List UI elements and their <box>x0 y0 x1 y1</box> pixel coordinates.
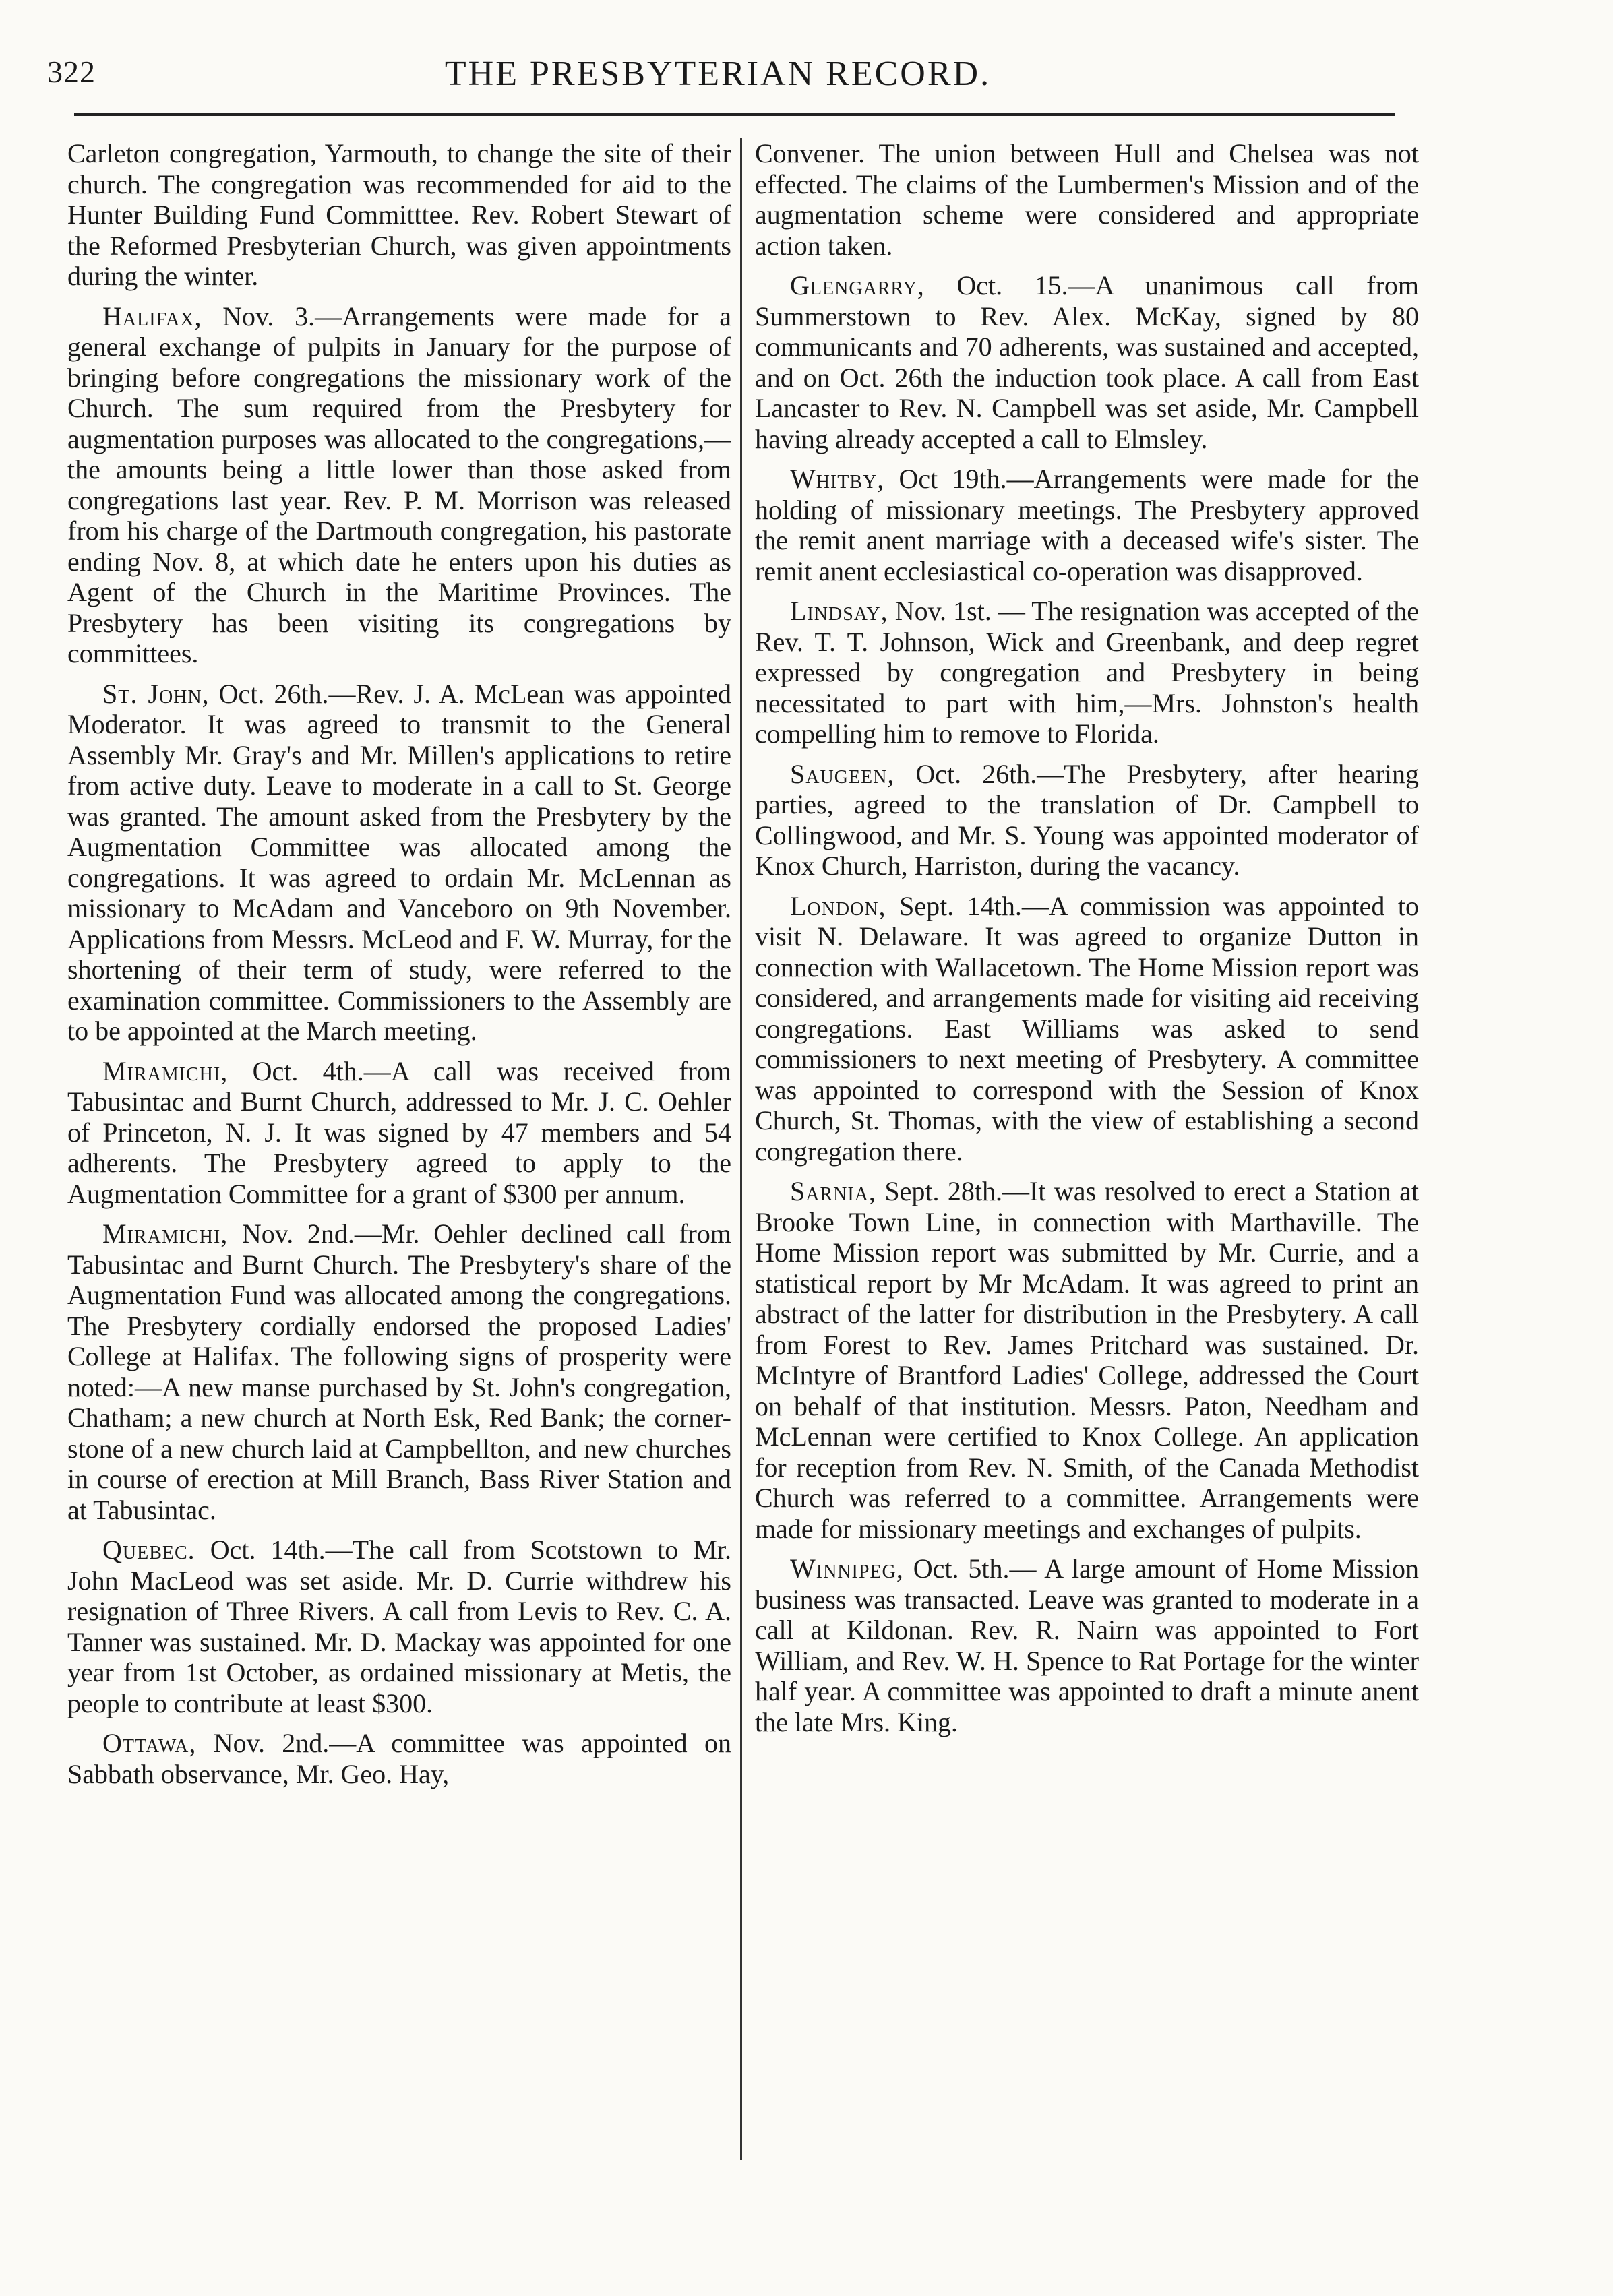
report-text: Oct. 26th.—Rev. J. A. McLean was appointed Moderator. It was agreed to transmit to the General Assembly Mr. Gray's and Mr. Millen's applications to retire from active duty. Leave to moderate in a call to St. George was granted. The amount asked from the Presbytery by the Augmentation Committee was allocated among the congregations. It was agreed to ordain Mr. McLennan as missionary to McAdam and Vanceboro on 9th November. Applications from Messrs. McLeod and F. W. Murray, for the shortening of their term of study, were referred to the examination committee. Commissioners to the Assembly are to be appointed at the March meeting. <box>67 678 731 1046</box>
right-column <box>755 138 1419 2214</box>
presbytery-report <box>67 1728 731 1789</box>
presbytery-name: Saugeen, <box>790 758 895 789</box>
report-text: Oct 19th.—Arrangements were made for the holding of missionary meetings. The Presbytery approved the remit anent marriage with a deceased wife's sister. The remit anent ecclesiastical co-operation was disapproved. <box>755 464 1419 586</box>
running-title: THE PRESBYTERIAN RECORD. <box>444 55 992 93</box>
presbytery-report <box>67 1218 731 1525</box>
page-header <box>47 47 1389 115</box>
presbytery-report <box>67 679 731 1047</box>
left-column <box>67 138 731 2214</box>
presbytery-name: Whitby, <box>790 464 885 494</box>
report-text: Convener. The union between Hull and Chelsea was not effected. The claims of the Lumbermen's Mission and of the augmentation scheme were considered and appropriate action taken. <box>755 138 1419 261</box>
report-text: Nov. 2nd.—A committee was appointed on Sabbath observance, Mr. Geo. Hay, <box>67 1728 731 1789</box>
presbytery-name: Quebec. <box>102 1534 195 1565</box>
report-text: Oct. 4th.—A call was received from Tabusintac and Burnt Church, addressed to Mr. J. C. Oehler of Princeton, N. J. It was signed by 47 members and 54 adherents. The Presbytery agreed to apply to the Augmentation Committee for a grant of $300 per annum. <box>67 1055 731 1209</box>
page-number: 322 <box>47 55 96 89</box>
report-text: Nov. 2nd.—Mr. Oehler declined call from Tabusintac and Burnt Church. The Presbytery's share of the Augmentation Fund was allocated among the congregations. The Presbytery cordially endorsed the proposed Ladies' College at Halifax. The following signs of prosperity were noted:—A new manse purchased by St. John's congregation, Chatham; a new church at North Esk, Red Bank; the corner-stone of a new church laid at Campbellton, and new churches in course of erection at Mill Branch, Bass River Station and at Tabusintac. <box>67 1218 731 1525</box>
presbytery-report <box>755 1553 1419 1737</box>
report-text: Oct. 15.—A unanimous call from Summerstown to Rev. Alex. McKay, signed by 80 communicants and 70 adherents, was sustained and accepted, and on Oct. 26th the induction took place. A call from East Lancaster to Rev. N. Campbell was set aside, Mr. Campbell having already accepted a call to Elmsley. <box>755 270 1419 454</box>
report-text: Nov. 3.—Arrangements were made for a general exchange of pulpits in January for the purpose of bringing before congregations the missionary work of the Church. The sum required from the Presbytery for augmentation purposes was allocated to the congregations,—the amounts being a little lower than those asked from congregations last year. Rev. P. M. Morrison was released from his charge of the Dartmouth congregation, his pastorate ending Nov. 8, at which date he enters upon his duties as Agent of the Church in the Maritime Provinces. The Presbytery has been visiting its congregations by committees. <box>67 301 731 669</box>
report-text: Carleton congregation, Yarmouth, to change the site of their church. The congregation was recommended for aid to the Hunter Building Fund Committtee. Rev. Robert Stewart of the Reformed Presbyterian Church, was given appointments during the winter. <box>67 138 731 291</box>
report-text: Sept. 28th.—It was resolved to erect a Station at Brooke Town Line, in connection with Marthaville. The Home Mission report was submitted by Mr. Currie, and a statistical report by Mr McAdam. It was agreed to print an abstract of the latter for distribution in the Presbytery. A call from Forest to Rev. James Pritchard was sustained. Dr. McIntyre of Brantford Ladies' College, addressed the Court on behalf of that institution. Messrs. Paton, Needham and McLennan were certified to Knox College. An application for reception from Rev. N. Smith, of the Canada Methodist Church was referred to a committee. Arrangements were made for missionary meetings and exchanges of pulpits. <box>755 1176 1419 1544</box>
presbytery-name: St. John, <box>102 678 210 709</box>
presbytery-name: Ottawa, <box>102 1728 197 1758</box>
presbytery-name: Miramichi, <box>102 1218 229 1249</box>
presbytery-report <box>755 1176 1419 1544</box>
report-text: Oct. 14th.—The call from Scotstown to Mr. John MacLeod was set aside. Mr. D. Currie withdrew his resignation of Three Rivers. A call from Levis to Rev. C. A. Tanner was sustained. Mr. D. Mackay was appointed for one year from 1st October, as ordained missionary at Metis, the people to contribute at least $300. <box>67 1534 731 1718</box>
presbytery-name: Halifax, <box>102 301 202 332</box>
presbytery-report <box>67 301 731 669</box>
continued-paragraph <box>755 138 1419 261</box>
presbytery-report <box>755 891 1419 1167</box>
presbytery-name: Sarnia, <box>790 1176 876 1206</box>
presbytery-report <box>755 759 1419 881</box>
presbytery-report <box>67 1534 731 1718</box>
presbytery-name: Glengarry, <box>790 270 925 301</box>
presbytery-report <box>755 464 1419 586</box>
presbytery-name: London, <box>790 890 886 921</box>
presbytery-name: Miramichi, <box>102 1055 229 1086</box>
presbytery-report <box>755 270 1419 454</box>
report-text: Oct. 26th.—The Presbytery, after hearing parties, agreed to the translation of Dr. Campbell to Collingwood, and Mr. S. Young was appointed moderator of Knox Church, Harriston, during the vacancy. <box>755 758 1419 881</box>
report-text: Sept. 14th.—A commission was appointed to visit N. Delaware. It was agreed to organize Dutton in connection with Wallacetown. The Home Mission report was considered, and arrangements made for visiting aid receiving congregations. East Williams was asked to send commissioners to next meeting of Presbytery. A committee was appointed to correspond with the Session of Knox Church, St. Thomas, with the view of establishing a second congregation there. <box>755 890 1419 1167</box>
report-text: Oct. 5th.— A large amount of Home Mission business was transacted. Leave was granted to moderate in a call at Kildonan. Rev. R. Nairn was appointed to Fort William, and Rev. W. H. Spence to Rat Portage for the winter half year. A committee was appointed to draft a minute anent the late Mrs. King. <box>755 1553 1419 1737</box>
continued-paragraph <box>67 138 731 292</box>
presbytery-name: Lindsay, <box>790 596 888 626</box>
header-rule <box>74 113 1395 116</box>
column-divider <box>740 138 742 2160</box>
presbytery-name: Winnipeg, <box>790 1553 904 1584</box>
report-text: Nov. 1st. — The resignation was accepted of the Rev. T. T. Johnson, Wick and Greenbank, and deep regret expressed by congregation and Presbytery in being necessitated to part with him,—Mrs. Johnston's health compelling him to remove to Florida. <box>755 596 1419 749</box>
presbytery-report <box>67 1056 731 1210</box>
presbytery-report <box>755 596 1419 749</box>
